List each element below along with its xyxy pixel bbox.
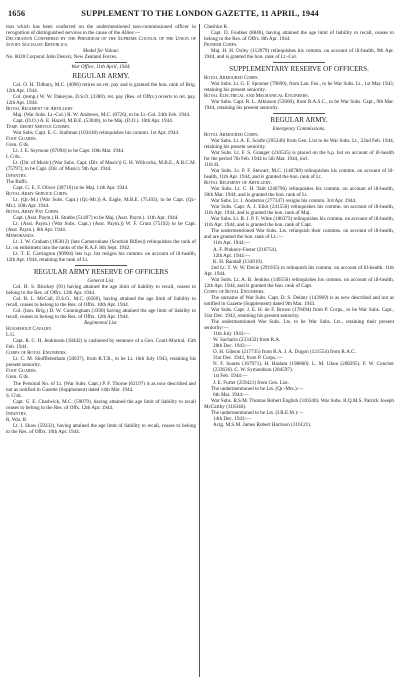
page-header bbox=[8, 9, 392, 21]
unit-heading: Royal Army Service Corps. bbox=[6, 190, 69, 197]
entry: Capt. G. E. F. Oliver (38710) to be Maj. 11th Apr. 1944. bbox=[13, 184, 129, 191]
entry: Col. H. S. Blockey (91) having attained the age limit of liability to recall, ceases to belong to the Res. of Offrs. 12th Apr. 1944. bbox=[6, 283, 196, 296]
entry: War Subs. Lt. C. H. Taitt (240796) relinquishes his commn. on account of ill-health, 30th Mar. 1944, and is granted the hon. rank of Lt. bbox=[204, 186, 394, 199]
subheading: Emergency Commissions. bbox=[272, 125, 326, 132]
entry: Col. R. L. McCall, D.S.O., M.C. (6560), having attained the age limit of liability to recall, ceases to belong to the Res. of Offrs. 10th Apr. 1944. bbox=[6, 295, 196, 308]
paragraph: I. G'ds. bbox=[6, 154, 21, 161]
entry: Lt. J. W. Graham (185812) (late Cameronians (Scottish Rifles)) relinquishes the rank of Lt. on enlistment into the ranks of the R.A.F. 8th Sept. 1942. bbox=[6, 239, 196, 252]
subheading: Medal for Valour. bbox=[82, 48, 120, 55]
entry: Capt. D. Foulkes (8846), having attained the age limit of liability to recall, ceases to belong to the Res. of Offrs. 8th Apr. 1944. bbox=[204, 30, 394, 43]
sub-entry: 11th Apr. 1944:— bbox=[213, 240, 251, 247]
unit-heading: Corps of Royal Engineers. bbox=[6, 350, 67, 357]
entry: War Subs. Capt. J. E. H. de F. Brown (178494) from P. Corps., to be War Subs. Capt., 31st Dec. 1943, retaining his present seniority. bbox=[204, 306, 394, 320]
entry: Capt. (D.O.) A. E. Hazell, M.B.E. (53040), to be Maj. (D.O.). 10th Apr. 1944. bbox=[13, 118, 174, 125]
entry: Lt. T. E. Carrington (90904) lets h.p. list resigns his commn. on account of ill-health, 12th Apr. 1944, retaining the rank of Lt. bbox=[6, 251, 196, 264]
section-rule bbox=[75, 265, 127, 266]
sub-entry: 11th July 1943:— bbox=[213, 331, 250, 338]
entry: War Subs. Lt. A. E. Scaife (205240) from Gen. List to be War Subs. Lt., 22nd Feb. 1944, retaining his present seniority. bbox=[204, 137, 394, 150]
paragraph: No. 8028 Corporal John Denvir, New Zealand Forces. bbox=[6, 54, 118, 61]
entry: Capt. G. E. Chadwick, M.C. (59079), having attained the age limit of liability to recall ceases to belong to the Res. of Offs. 12th Apr. 1944. bbox=[6, 398, 196, 411]
entry: War Subs. Lt. J. Anderton (277347) resigns his commn. 3rd Apr. 1944. bbox=[211, 198, 357, 205]
subheading: Regimental List. bbox=[84, 320, 118, 327]
unit-heading: Memoranda. bbox=[6, 233, 35, 239]
sub-entry: W. Sacharin (233432) from R.A. bbox=[213, 337, 281, 344]
entry: War Subs. Lt. A. B. Jenkins (149556) relinquishes his commn. on account of ill-health, 12th Apr. 1944, and is granted the hon. rank of Capt. bbox=[204, 276, 394, 289]
entry: The undermentioned War Subs. Lts. to be War Subs. Lts., retaining their present seniority:— bbox=[204, 319, 394, 332]
unit-heading: Household Cavalry. bbox=[6, 326, 53, 333]
unit-heading: Royal Armoured Corps. bbox=[204, 131, 259, 138]
page-title: SUPPLEMENT TO THE LONDON GAZETTE, 11 APRIL, 1944 bbox=[81, 9, 319, 18]
entry: Col. O. H. Tidbury, M.C. (4096) retires on ret. pay and is granted the hon. rank of Brig. 12th Apr. 1944. bbox=[6, 81, 196, 94]
entry: The undermentioned to be Lts. (I.R.E.M.):— bbox=[211, 409, 304, 416]
unit-heading: Royal Army Pay Corps. bbox=[6, 208, 60, 215]
paragraph: tion which has been conferred on the undermentioned non-commissioned officer in recognition of distinguished services in the cause of the Allies:— bbox=[6, 24, 196, 37]
entry: War Subs. Lt. G. F. Spooner (79690), from Lan. Fus., to be War Subs. Lt., 1st May 1943, retaining his present seniority. bbox=[204, 80, 394, 93]
unit-heading: Corps of Royal Engineers. bbox=[204, 288, 265, 295]
entry: Maj. (War Subs. Lt.-Col.) R. W. Andrews, M.C. (8726), to be Lt.-Col. 24th Feb. 1944. bbox=[13, 112, 191, 119]
unit-heading: Infantry. bbox=[6, 172, 28, 179]
right-column bbox=[204, 24, 394, 681]
section-heading: REGULAR ARMY RESERVE OF OFFICERS bbox=[33, 268, 169, 277]
sub-entry: Actg. M.S.M. James Robert Harrison (316121). bbox=[213, 421, 312, 428]
section-heading: REGULAR ARMY. bbox=[72, 72, 130, 81]
sub-entry: 6th Mar. 1944:— bbox=[213, 391, 249, 398]
sub-entry: K. H. Randall (134919). bbox=[213, 258, 263, 265]
unit-heading: Infantry. bbox=[6, 410, 28, 417]
entry: Capt. (Asst. Paym.) H. Stubbs (51497) to be Maj. (Asst. Paym.). 11th Apr. 1944. bbox=[13, 214, 179, 221]
entry: 2nd Lt. T. W. W. Davie (291935) to relinquish his commn. on account of ill-health. 11th Apr. 1944. bbox=[204, 264, 394, 277]
entry: The Personal No. of Lt. (War Subs. Capt.) P. F. Thorne (62197) is as now described and not as notified in Gazette (Supplement) dated 14th Mar. 1944. bbox=[6, 380, 196, 393]
paragraph: Gren. G'ds. bbox=[6, 142, 30, 149]
entry: Lt. (Qr.-M.) (War Subs. Capt.) (Qr.-Mr.)) A. Eagle, M.B.E. (75103), to be Capt. (Qr.-Mr.). 10th Apr. 1944. bbox=[6, 196, 196, 209]
entry: The surname of War Subs. Capt. D. S. Delany (143969) is as now described and not as notified in Gazette (Supplement) dated 9th Mar. 1943. bbox=[204, 294, 394, 307]
entry: War Subs. R.S.M. Thomas Robert English (316340). War Subs. R.Q.M.S. Patrick Joseph McCarthy (316346). bbox=[204, 397, 394, 410]
entry: Col. (temp.) W. W. Dakeyne, D.S.O. (3380), ret. pay (Res. of Offrs.) reverts to ret. pay. 12th Apr. 1944. bbox=[6, 93, 196, 106]
sub-entry: 12th Apr. 1944:— bbox=[213, 252, 251, 259]
sub-entry: 31st Dec. 1943, from P. Corps.:— bbox=[213, 355, 283, 362]
paragraph: L.G. bbox=[6, 332, 16, 339]
subheading: General List. bbox=[87, 277, 115, 284]
unit-heading: Foot Guards. bbox=[6, 136, 37, 143]
unit-heading: Pioneer Corps. bbox=[204, 42, 238, 49]
sub-entry: O. H. Gibson (217735) from R.A. J. A. Dugon (121554) from R.A.C. bbox=[213, 349, 356, 356]
entry: Lt. J. E. Seymour (67094) to be Capt. 10th Mar. 1944. bbox=[13, 148, 125, 155]
section-heading: REGULAR ARMY. bbox=[270, 116, 328, 125]
paragraph: R. War. R. bbox=[6, 416, 28, 423]
subheading: War Office, 11th April, 1944. bbox=[71, 64, 131, 71]
paragraph: Gren. G'ds. bbox=[6, 374, 30, 381]
paragraph: S. G'ds. bbox=[6, 392, 22, 399]
entry: War Subs. Capt. R. L. Atkinson (53060), from R.A.S.C., to be War Subs. Capt., 9th Mar. 1944, retaining his present seniority. bbox=[204, 98, 394, 112]
section-rule bbox=[273, 113, 325, 114]
sub-entry: 28th Dec. 1943:— bbox=[213, 343, 252, 350]
entry: Lt. (Dir. of Music) (War Subs. Capt. (Dir. of Music)) G. H. Willcocks, M.B.E., A.R.C.M. (75797), to be Capt. (Dir. of Music). 9th Apr. 1944. bbox=[6, 160, 196, 173]
entry: Maj. H. H. Oxley (112079) relinquishes his commn. on account of ill-health, 9th Apr. 1944, and is granted the hon. rank of Lt.-Col. bbox=[204, 48, 394, 61]
entry: Capt. R. C. H. Jenkinson (18442) is cashiered by sentence of a Gen. Court-Martial. 15th Feb. 1944. bbox=[6, 338, 196, 351]
entry: The undermentioned to be Lts. (Qr.-Mrs.):— bbox=[211, 385, 304, 392]
unit-heading: Royal Electrical and Mechanical Engineers. bbox=[204, 92, 309, 99]
entry: War Subs. Lt. F. S. Granger (210535) is placed on the h.p. list on account of ill-health for the period 7th Feb. 1944 to 5th Mar. 1944, incl. bbox=[204, 149, 394, 162]
entry: The undermentioned War Subs. Lts. relinquish their commns. on account of ill-health, and are granted the hon. rank of Lt.:— bbox=[204, 228, 394, 241]
entry: Col. (hon. Brig.) D. W. Cunningham (3390) having attained the age limit of liability to recall, ceases to belong to the Res. of Offrs. 12th Apr. 1944. bbox=[6, 307, 196, 321]
section-heading: SUPPLEMENTARY RESERVE OF OFFICERS. bbox=[229, 65, 369, 74]
sub-entry: A. F. Plukney-Foster (216754). bbox=[213, 246, 278, 253]
paragraph: 11th H. bbox=[204, 161, 220, 168]
entry: War Subs. Capt. E. C. Stallman (103418) relinquishes his commn. 1st Apr. 1944. bbox=[13, 130, 180, 137]
unit-heading: Foot Guards. bbox=[6, 368, 37, 375]
entry: Lt. (Asst. Paym.) (War Subs. Capt.) (Asst. Paym.)) W. F. Crum (75192) to be Capt. (Asst. Paym.). 8th Apr. 1944. bbox=[6, 220, 196, 233]
column-divider bbox=[199, 24, 200, 677]
unit-heading: Decoration Conferred by the Presidium of the Supreme Council of the Union of Soviet Socialist Republics. bbox=[6, 36, 196, 49]
page-number: 1656 bbox=[8, 9, 26, 18]
sub-entry: N. F. Soares (167971). H. Haslam (198660). L. M. Ukou (208295). F. W. Concher (233636). C. W. Symondson (284597). bbox=[213, 361, 394, 374]
entry: War Subs. Lt. R. J. P. F. Witte (186373) relinquishes his commn. on account of ill-health, 11th Apr. 1944, and is granted the hon. rank of Capt. bbox=[204, 216, 394, 229]
entry: Lt. I. Shaw (59332), having attained the age limit of liability to recall, ceases to belong to the Res. of Offrs. 10th Apr. 1944. bbox=[6, 422, 196, 435]
entry: Lt. C. M. Shufflebotham (50037), from R.T.R., to be Lt. 16th July 1943, retaining his present seniority. bbox=[6, 356, 196, 369]
entry: War Subs. Lt. P. F. Stewart, M.C. (140788) relinquishes his commn. on account of ill-health, 11th Apr. 1944, and is granted the hon. rank of Lt. bbox=[204, 167, 394, 180]
paragraph: The Buffs. bbox=[6, 178, 28, 185]
sub-entry: J. E. Furter (259421) from Gen. List. bbox=[213, 379, 289, 386]
paragraph: Cheshire R. bbox=[204, 24, 229, 30]
unit-heading: Royal Regiment of Artillery. bbox=[204, 179, 273, 186]
unit-heading: Temp. Short Service Commn. bbox=[6, 124, 71, 131]
sub-entry: 14th Dec. 1943:— bbox=[213, 415, 252, 422]
entry: War Subs. Capt. A. J. Eliot (241556) relinquishes his commn. on account of ill-health, 11th Apr. 1944, and is granted the hon. rank of Maj. bbox=[204, 204, 394, 217]
section-rule bbox=[273, 62, 325, 63]
left-column bbox=[6, 24, 196, 681]
unit-heading: Royal Armoured Corps. bbox=[204, 74, 259, 81]
sub-entry: 1st Feb. 1944:— bbox=[213, 373, 248, 380]
unit-heading: Royal Regiment of Artillery. bbox=[6, 106, 75, 113]
